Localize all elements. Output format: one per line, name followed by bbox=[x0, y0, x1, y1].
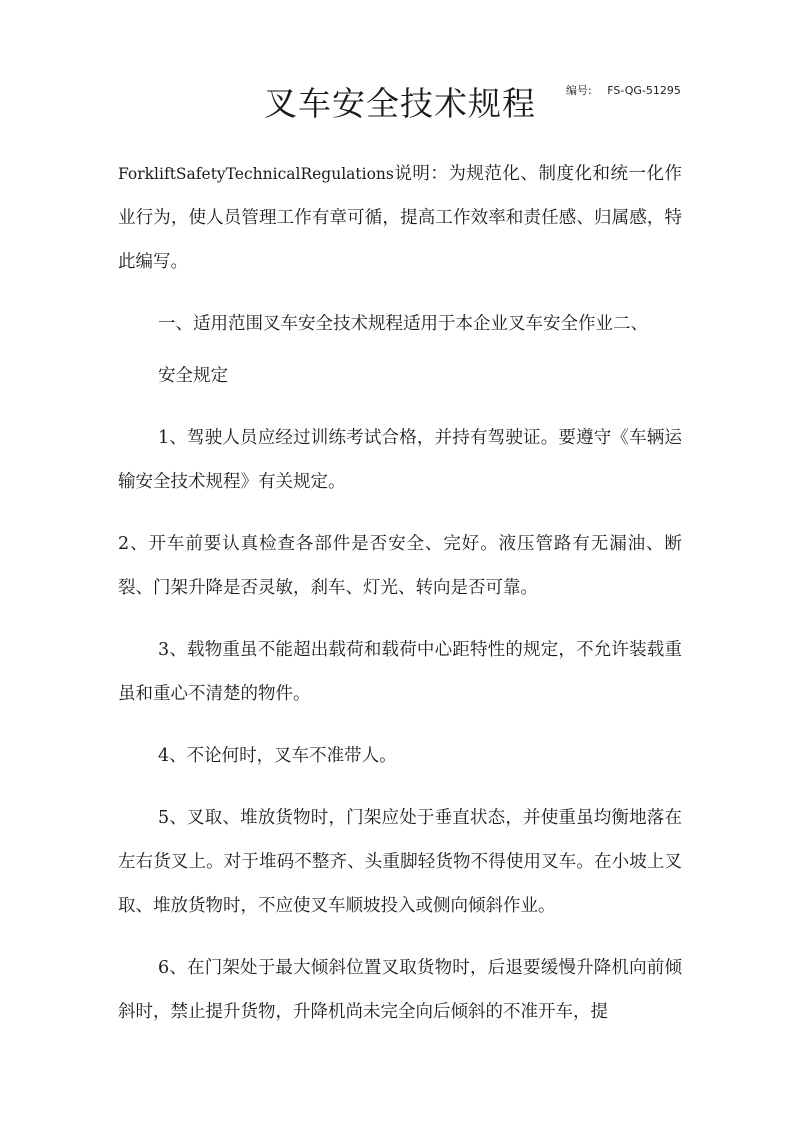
intro-paragraph bbox=[118, 152, 682, 284]
rule-item-6: 6、在门架处于最大倾斜位置叉取货物时，后退要缓慢升降机向前倾斜时，禁止提升货物，升降机尚未完全向后倾斜的不准开车，提 bbox=[118, 958, 682, 1022]
document-number-label: 编号: bbox=[566, 84, 592, 97]
rule-item-5: 5、叉取、堆放货物时，门架应处于垂直状态，并使重虽均衡地落在左右货叉上。对于堆码不整齐、头重脚轻货物不得使用叉车。在小坡上叉取、堆放货物时，不应使叉车顺坡投入或侧向倾斜作业。 bbox=[118, 808, 682, 916]
document-number-value: FS-QG-51295 bbox=[607, 84, 681, 97]
document-body bbox=[118, 152, 682, 1052]
document-title: 叉车安全技术规程 bbox=[264, 84, 536, 123]
rule-item-1: 1、驾驶人员应经过训练考试合格，并持有驾驶证。要遵守《车辆运输安全技术规程》有关规定。 bbox=[118, 428, 682, 492]
intro-description: 说明：为规范化、制度化和统一化作业行为，使人员管理工作有章可循，提高工作效率和责任感、归属感，特此编写。 bbox=[118, 164, 682, 272]
rule-item-2: 2、开车前要认真检查各部件是否安全、完好。液压管路有无漏油、断裂、门架升降是否灵敏，刹车、灯光、转向是否可靠。 bbox=[118, 534, 682, 598]
rule-item-4: 4、不论何时，叉车不准带人。 bbox=[158, 746, 397, 766]
rule-item-3: 3、载物重虽不能超出载荷和载荷中心距特性的规定，不允许装载重虽和重心不清楚的物件。 bbox=[118, 640, 682, 704]
section-rules-heading: 安全规定 bbox=[158, 366, 228, 386]
document-number bbox=[566, 82, 681, 98]
intro-english-title: ForkliftSafetyTechnicalRegulations bbox=[118, 165, 394, 183]
section-scope: 一、适用范围叉车安全技术规程适用于本企业叉车安全作业二、 bbox=[158, 314, 648, 334]
